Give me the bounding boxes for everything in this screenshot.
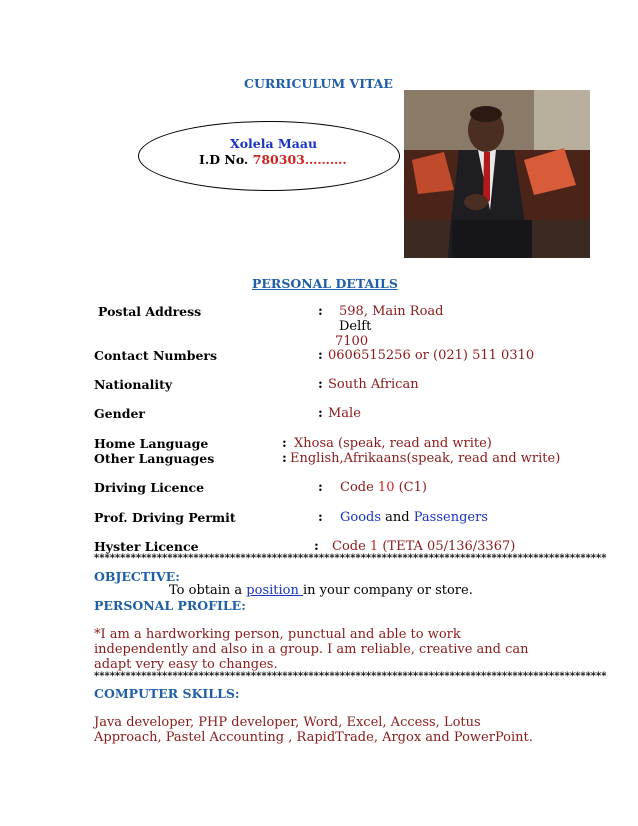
pdp-value xyxy=(340,510,488,525)
cv-title: CURRICULUM VITAE xyxy=(244,76,393,91)
postal-line1: 598, Main Road xyxy=(339,304,444,319)
gender-label: Gender xyxy=(94,406,145,421)
position-link[interactable]: position xyxy=(246,583,303,598)
driving-code-number: 10 xyxy=(377,480,395,495)
postal-colon: : xyxy=(318,304,323,319)
other-languages-label: Other Languages xyxy=(94,451,215,466)
objective-text-after: in your company or store. xyxy=(303,583,473,598)
objective-text-before: To obtain a xyxy=(169,583,247,598)
postal-label: Postal Address xyxy=(98,304,202,319)
separator-stars-2: ************************************************************************************************** xyxy=(94,671,607,682)
personal-profile-heading: PERSONAL PROFILE: xyxy=(94,598,246,613)
driving-code-suffix: (C1) xyxy=(394,480,427,495)
nationality-value: South African xyxy=(328,377,419,392)
objective-heading: OBJECTIVE: xyxy=(94,569,180,584)
pdp-and: and xyxy=(381,510,414,525)
nationality-label: Nationality xyxy=(94,377,173,392)
hyster-code-prefix: Code xyxy=(332,539,370,554)
hyster-colon: : xyxy=(314,539,319,554)
id-number xyxy=(199,152,347,167)
home-language-colon: : xyxy=(282,436,287,451)
hyster-code-suffix: (TETA 05/136/3367) xyxy=(378,539,516,554)
contact-colon: : xyxy=(318,348,323,363)
postal-line2: Delft xyxy=(339,319,372,334)
pdp-label: Prof. Driving Permit xyxy=(94,510,236,525)
postal-line3: 7100 xyxy=(335,334,369,349)
pdp-colon: : xyxy=(318,510,323,525)
personal-details-heading: PERSONAL DETAILS xyxy=(252,276,398,291)
computer-skills-text: Java developer, PHP developer, Word, Excel, Access, Lotus Approach, Pastel Accounting , RapidTrade, Argox and PowerPoint. xyxy=(94,715,533,745)
hyster-code-number: 1 xyxy=(369,539,379,554)
hyster-value xyxy=(332,539,515,554)
pdp-passengers: Passengers xyxy=(413,510,488,525)
id-label: I.D No. xyxy=(199,152,249,167)
hyster-label: Hyster Licence xyxy=(94,539,199,554)
home-language-label: Home Language xyxy=(94,436,209,451)
pdp-goods: Goods xyxy=(340,510,382,525)
gender-colon: : xyxy=(318,406,323,421)
candidate-name: Xolela Maau xyxy=(230,136,318,151)
home-language-value: Xhosa (speak, read and write) xyxy=(294,436,492,451)
driving-licence-value xyxy=(340,480,427,495)
objective-text xyxy=(169,583,473,598)
driving-code-prefix: Code xyxy=(340,480,378,495)
profile-photo xyxy=(404,90,590,258)
gender-value: Male xyxy=(328,406,361,421)
contact-label: Contact Numbers xyxy=(94,348,218,363)
driving-licence-colon: : xyxy=(318,480,323,495)
other-languages-value: English,Afrikaans(speak, read and write) xyxy=(290,451,561,466)
separator-stars-1: ************************************************************************************************** xyxy=(94,553,607,564)
computer-skills-heading: COMPUTER SKILLS: xyxy=(94,686,240,701)
other-languages-colon: : xyxy=(282,451,287,466)
nationality-colon: : xyxy=(318,377,323,392)
id-value: 780303………. xyxy=(252,152,347,167)
personal-profile-text: *I am a hardworking person, punctual and able to work independently and also in a group. I am reliable, creative and can adapt very easy to changes. xyxy=(94,627,529,672)
driving-licence-label: Driving Licence xyxy=(94,480,205,495)
contact-value: 0606515256 or (021) 511 0310 xyxy=(328,348,535,363)
